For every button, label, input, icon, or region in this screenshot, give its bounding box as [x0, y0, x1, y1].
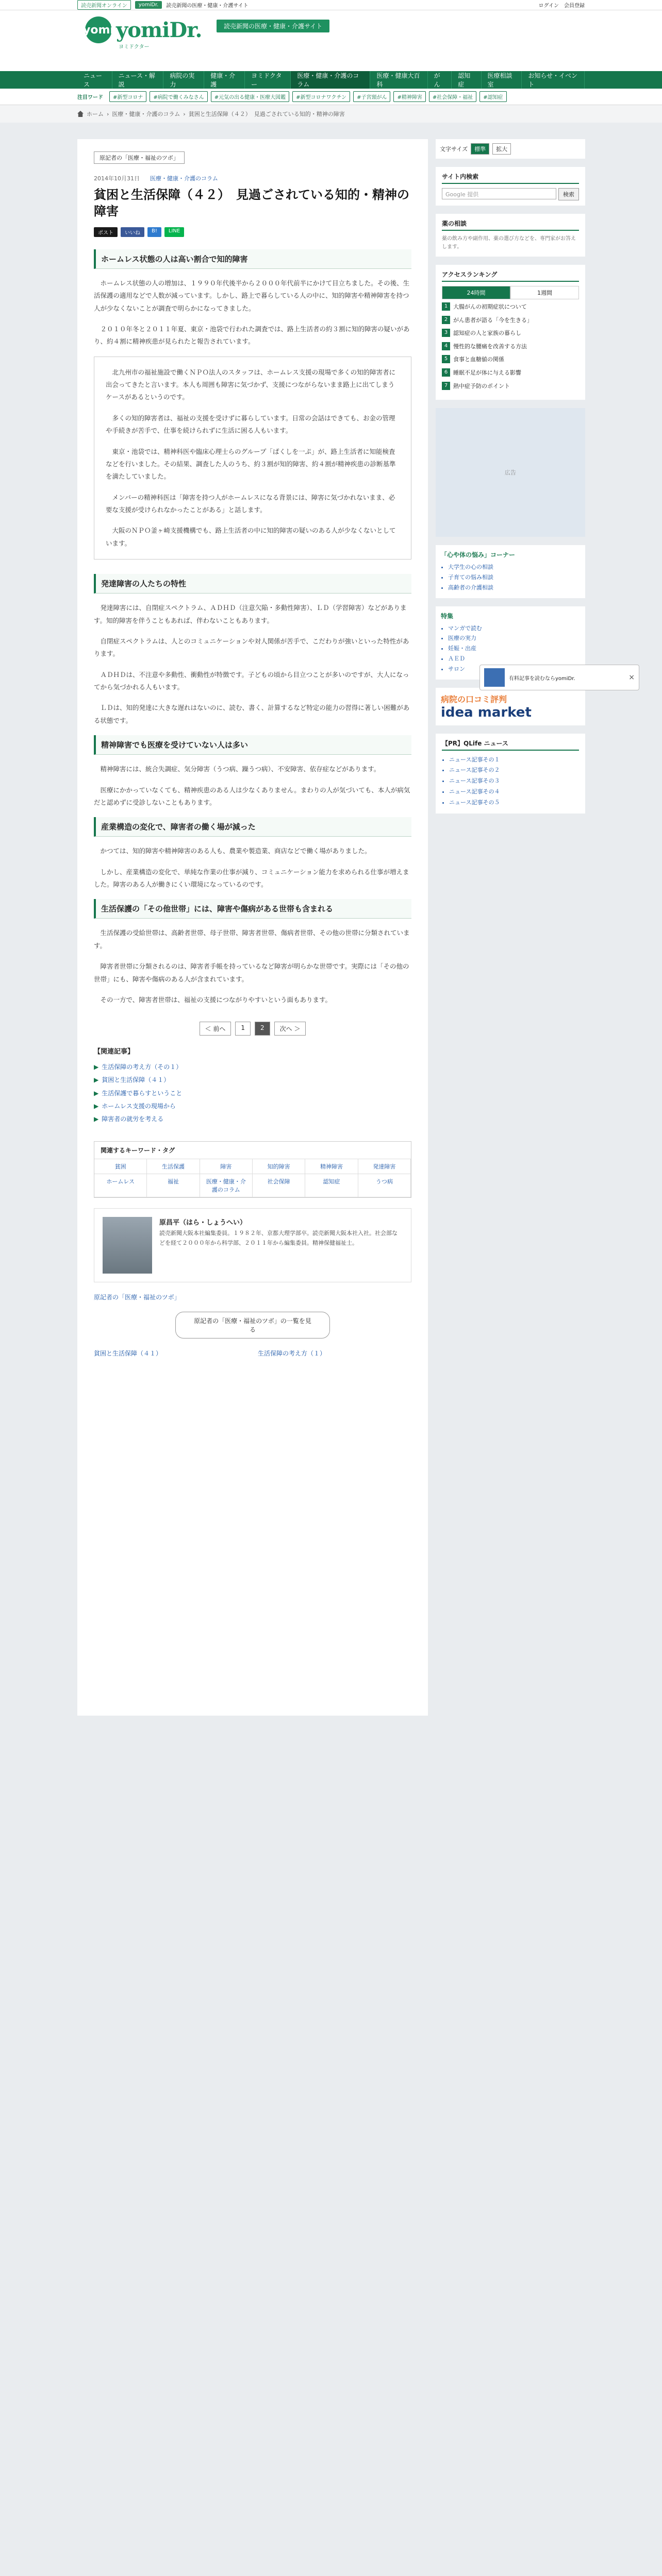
tokushu-item[interactable]: • 医療の実力 — [448, 633, 580, 643]
breadcrumb-item[interactable]: ホーム — [87, 111, 104, 117]
keyword-tag[interactable]: #病院で働くみなさん — [150, 91, 207, 102]
prev-next-links — [94, 1349, 411, 1358]
register-link[interactable]: 会員登録 — [564, 3, 585, 9]
keyword-box — [94, 1141, 411, 1198]
keyword-tag[interactable]: #社会保障・福祉 — [429, 91, 476, 102]
related-item[interactable]: ▶ 生活保障の考え方（その１） — [94, 1063, 183, 1071]
related-item[interactable]: ▶ 生活保護で暮らすということ — [94, 1089, 183, 1097]
tokushu-item[interactable]: • 妊娠・出産 — [448, 643, 580, 654]
site-header — [0, 10, 662, 71]
site-search — [436, 167, 585, 206]
tokushu-title: 特集 — [441, 612, 454, 620]
paragraph: 北九州市の福祉施設で働くＮＰＯ法人のスタッフは、ホームレス支援の現場で多くの知的障害者に出会ってきたと言います。本人も周囲も障害に気づかず、支援につながらないまま路上に出てしまうケースがあるというのです。 — [106, 368, 396, 401]
related-list — [94, 1061, 411, 1126]
ranking-box — [436, 265, 585, 400]
breadcrumb: ホーム › 医療・健康・介護のコラム › 貧困と生活保障（４２） 見過ごされている知的・精神の障害 — [0, 105, 662, 123]
ranking-title: アクセスランキング — [442, 270, 579, 282]
news-item[interactable]: • ニュース記事その４ — [449, 787, 579, 798]
next-article-link[interactable]: 生活保障の考え方（１） — [258, 1350, 326, 1358]
popup-text: 有料記事を読むならyomiDr. — [509, 675, 575, 682]
breadcrumb-item: 見過ごされている知的・精神の障害 — [254, 111, 345, 117]
text-size-label: 文字サイズ — [440, 146, 468, 152]
news-box — [436, 734, 585, 814]
tokushu-item[interactable]: • ＡＥＤ — [448, 654, 580, 664]
prev-article-link[interactable]: 貧困と生活保障（４１） — [94, 1350, 162, 1358]
nav-item[interactable]: 健康・介護 — [204, 71, 245, 89]
keyword-tag[interactable]: #精神障害 — [393, 91, 425, 102]
related-item[interactable]: ▶ 障害者の就労を考える — [94, 1115, 164, 1123]
breadcrumb-item: 貧困と生活保障（４２） — [188, 111, 251, 117]
pagination — [94, 1022, 411, 1036]
article-title: 貧困と生活保障（４２） 見過ごされている知的・精神の障害 — [94, 188, 409, 219]
paragraph: 障害者世帯に分類されるのは、障害者手帳を持っているなど障害が明らかな世帯です。実際には「その他の世帯」にも、障害や傷病のある人が含まれています。 — [94, 962, 409, 983]
ranking-item[interactable]: 6 睡眠不足が体に与える影響 — [442, 368, 579, 378]
keyword-link[interactable]: ホームレス — [94, 1174, 147, 1197]
share-line-button[interactable]: LINE — [164, 227, 184, 237]
kokoro-item[interactable]: • 大学生の心の相談 — [448, 562, 580, 572]
news-item[interactable]: • ニュース記事その３ — [449, 776, 579, 787]
nav-item[interactable]: お知らせ・イベント — [522, 71, 585, 89]
site-logo[interactable] — [85, 16, 202, 43]
text-size-large-button[interactable]: 拡大 — [492, 143, 511, 155]
paragraph: 東京・池袋では、精神科医や臨床心理士らのグループ「ぱくしを一ぷ」が、路上生活者に知能検査などを行いました。その結果、調査した人のうち、約３割が知的障害、約４割が精神疾患の診断基準を満たしていました。 — [106, 447, 396, 481]
ranking-item[interactable]: 2 がん患者が語る「今を生きる」 — [442, 316, 579, 325]
login-link[interactable]: ログイン — [538, 3, 559, 9]
breadcrumb-item[interactable]: 医療・健康・介護のコラム — [112, 111, 180, 117]
global-nav — [0, 71, 662, 89]
close-icon[interactable]: × — [628, 673, 635, 682]
site-search-title: サイト内検索 — [442, 172, 579, 184]
paragraph: ＬＤは、知的発達に大きな遅れはないのに、読む、書く、計算するなど特定の能力の習得に著しい困難がある状態です。 — [94, 704, 410, 724]
share-x-button[interactable]: ポスト — [94, 227, 118, 237]
paragraph: 生活保護の受給世帯は、高齢者世帯、母子世帯、障害者世帯、傷病者世帯、その他の世帯に分類されています。 — [94, 929, 410, 950]
paragraph: 発達障害には、自閉症スペクトラム、ＡＤＨＤ（注意欠陥・多動性障害）、ＬＤ（学習障害）などがあります。知的障害を伴うこともあれば、伴わないこともあります。 — [94, 604, 407, 624]
paragraph: しかし、産業構造の変化で、単純な作業の仕事が減り、コミュニケーション能力を求められる仕事が増えました。障害のある人が働きにくい環境になっているのです。 — [94, 868, 409, 889]
nav-item[interactable]: ヨミドクター — [245, 71, 291, 89]
nav-item[interactable]: ニュース — [77, 71, 112, 89]
paragraph: かつては、知的障害や精神障害のある人も、農業や製造業、商店などで働く場がありました。 — [100, 847, 371, 855]
ranking-item[interactable]: 5 食事と血糖値の関係 — [442, 355, 579, 364]
top-desc: 読売新聞の医療・健康・介護サイト — [166, 3, 249, 9]
publish-date: 2014年10月31日 — [94, 175, 140, 182]
qa-note: 薬の飲み方や副作用、薬の選び方などを、専門家がお答えします。 — [442, 236, 576, 250]
keyword-link[interactable]: 認知症 — [305, 1174, 358, 1197]
idea-title: idea market — [441, 704, 532, 720]
keyword-tag[interactable]: #新型コロナワクチン — [292, 91, 350, 102]
logo-text: yomiDr. — [116, 18, 202, 42]
series-list-button[interactable]: 原記者の「医療・福祉のツボ」の一覧を見る — [175, 1312, 330, 1338]
prev-page-button[interactable]: ＜ 前へ — [200, 1022, 231, 1036]
ranking-item[interactable]: 1 大腸がんの初期症状について — [442, 302, 579, 312]
keyword-tag[interactable]: #子宮頸がん — [353, 91, 390, 102]
ranking-item[interactable]: 3 認知症の人と家族の暮らし — [442, 329, 579, 338]
nav-item[interactable]: 医療相談室 — [482, 71, 522, 89]
share-hatena-button[interactable]: B! — [147, 227, 161, 237]
quote-box — [94, 357, 411, 560]
paragraph: 医療にかかっていなくても、精神疾患のある人は少なくありません。まわりの人が気づいても、本人が病気だと認めずに受診しないこともあります。 — [94, 786, 410, 806]
paragraph: その一方で、障害者世帯は、福祉の支援につながりやすいという面もあります。 — [100, 995, 332, 1004]
text-size-normal-button[interactable]: 標準 — [471, 143, 489, 155]
nav-item[interactable]: 認知症 — [452, 71, 481, 89]
series-label[interactable]: 原記者の「医療・福祉のツボ」 — [94, 151, 185, 164]
kokoro-item[interactable]: • 子育ての悩み相談 — [448, 572, 580, 583]
keyword-link[interactable]: 障害 — [200, 1159, 253, 1174]
text-size-control — [436, 139, 585, 159]
nav-item-active[interactable]: 医療・健康・介護のコラム — [291, 71, 370, 89]
nav-item[interactable]: 病院の実力 — [163, 71, 204, 89]
qa-box — [436, 214, 585, 257]
news-title: 【PR】QLife ニュース — [442, 739, 579, 751]
tab-1week[interactable]: 1週間 — [510, 286, 579, 299]
nav-item[interactable]: がん — [428, 71, 452, 89]
ad-banner[interactable]: 広告 — [436, 408, 585, 537]
share-facebook-button[interactable]: いいね — [121, 227, 144, 237]
promo-popup[interactable] — [479, 665, 639, 690]
keyword-link[interactable]: 貧困 — [94, 1159, 147, 1174]
home-icon[interactable] — [77, 111, 84, 117]
keyword-link[interactable]: 医療・健康・介護のコラム — [200, 1174, 253, 1197]
keyword-tag[interactable]: #元気の出る健康・医療大図鑑 — [211, 91, 289, 102]
author-name: 原昌平（はら・しょうへい） — [159, 1219, 247, 1227]
section-heading: 生活保護の「その他世帯」には、障害や傷病がある世帯も含まれる — [94, 899, 411, 919]
qa-title: 薬の相談 — [442, 219, 579, 231]
section-heading: 発達障害の人たちの特性 — [94, 574, 411, 594]
article-main — [77, 139, 428, 1716]
top-link-yomidr[interactable]: yomiDr. — [135, 1, 162, 9]
section-heading: 産業構造の変化で、障害者の働く場が減った — [94, 817, 411, 837]
next-page-button[interactable]: 次へ ＞ — [274, 1022, 306, 1036]
related-title: 【関連記事】 — [94, 1048, 135, 1056]
related-item[interactable]: ▶ ホームレス支援の現場から — [94, 1102, 176, 1110]
top-link-yomiuri[interactable]: 読売新聞オンライン — [77, 0, 131, 10]
keyword-link[interactable]: 発達障害 — [358, 1159, 411, 1174]
keyword-link[interactable]: 福祉 — [147, 1174, 200, 1197]
paragraph: ＡＤＨＤは、不注意や多動性、衝動性が特徴です。子どもの頃から目立つことが多いのですが、大人になってから気づかれる人もいます。 — [94, 670, 409, 691]
keyword-tag[interactable]: #新型コロナ — [109, 91, 146, 102]
paragraph: 自閉症スペクトラムは、人とのコミュニケーションや対人関係が苦手で、こだわりが強いといった特性があります。 — [94, 637, 409, 658]
author-bio: 読売新聞大阪本社編集委員。１９８２年、京都大理学部卒。読売新聞大阪本社入社。社会部などを経て２０００年から科学部、２０１１年から編集委員。精神保健福祉士。 — [159, 1230, 398, 1246]
news-item[interactable]: • ニュース記事その１ — [449, 755, 579, 766]
nav-item[interactable]: 医療・健康大百科 — [370, 71, 427, 89]
idea-sub: 病院の口コミ評判 — [441, 694, 507, 704]
page-2-button[interactable]: 2 — [255, 1022, 270, 1036]
paragraph: 精神障害には、統合失調症、気分障害（うつ病、躁うつ病）、不安障害、依存症などがあります。 — [100, 765, 380, 773]
section-heading: ホームレス状態の人は高い割合で知的障害 — [94, 249, 411, 269]
tokushu-item[interactable]: • サロン — [448, 664, 580, 674]
paragraph: 多くの知的障害者は、福祉の支援を受けずに暮らしています。日常の会話はできても、お金の管理や手続きが苦手で、仕事を続けられずに生活に困る人もいます。 — [106, 414, 395, 435]
ranking-item[interactable]: 4 慢性的な腰痛を改善する方法 — [442, 342, 579, 351]
popup-image — [484, 668, 505, 687]
tokushu-item[interactable]: • マンガで読む — [448, 623, 580, 634]
page-1-button[interactable]: 1 — [235, 1022, 251, 1036]
sidebar — [436, 139, 585, 822]
kokoro-title: 「心や体の悩み」コーナー — [441, 551, 516, 559]
nav-item[interactable]: ニュース・解説 — [112, 71, 164, 89]
idea-market-banner[interactable] — [436, 688, 585, 725]
keyword-nav-label: 注目ワード — [77, 95, 103, 100]
header-tagline: 読売新聞の医療・健康・介護サイト — [217, 20, 329, 32]
keyword-link[interactable]: 社会保障 — [253, 1174, 305, 1197]
search-input[interactable]: Google 提供 — [442, 188, 556, 199]
related-item[interactable]: ▶ 貧困と生活保障（４１） — [94, 1076, 170, 1084]
author-photo — [103, 1217, 152, 1274]
kokoro-item[interactable]: • 高齢者の介護相談 — [448, 583, 580, 593]
paragraph: 大阪のＮＰＯ釜ヶ崎支援機構でも、路上生活者の中に知的障害の疑いのある人が少なくないとしています。 — [106, 527, 396, 547]
keyword-link[interactable]: 精神障害 — [305, 1159, 358, 1174]
news-item[interactable]: • ニュース記事その２ — [449, 765, 579, 776]
logo-mark: yomi — [85, 16, 112, 43]
search-button[interactable]: 検索 — [558, 188, 579, 200]
keyword-link[interactable]: うつ病 — [358, 1174, 411, 1197]
share-buttons — [94, 227, 411, 237]
series-link[interactable]: 原記者の「医療・福祉のツボ」 — [94, 1294, 180, 1301]
paragraph: ２０１０年冬と２０１１年夏、東京・池袋で行われた調査では、路上生活者の約３割に知的障害の疑いがあり、約４割に精神疾患が見られたと報告されています。 — [94, 325, 410, 346]
author-box — [94, 1208, 411, 1282]
article-category[interactable]: 医療・健康・介護のコラム — [150, 175, 218, 182]
kokoro-box — [436, 545, 585, 598]
keyword-nav — [0, 89, 662, 105]
paragraph: ホームレス状態の人の増加は、１９９０年代後半から２０００年代前半にかけて目立ちました。その後、生活保護の適用などで人数が減っています。しかし、路上で暮らしている人の中に、知的障害や精神障害を持つ人が少なくないことが調査で明らかになってきました。 — [94, 279, 410, 312]
top-bar — [0, 0, 662, 10]
keyword-box-title: 関連するキーワード・タグ — [94, 1142, 411, 1159]
news-item[interactable]: • ニュース記事その５ — [449, 798, 579, 808]
logo-sub: ヨミドクター — [119, 44, 150, 50]
tab-24h[interactable]: 24時間 — [442, 286, 510, 299]
keyword-link[interactable]: 生活保護 — [147, 1159, 200, 1174]
keyword-link[interactable]: 知的障害 — [253, 1159, 305, 1174]
section-heading: 精神障害でも医療を受けていない人は多い — [94, 735, 411, 755]
keyword-tag[interactable]: #認知症 — [479, 91, 506, 102]
paragraph: メンバーの精神科医は「障害を持つ人がホームレスになる背景には、障害に気づかれないまま、必要な支援が受けられなかったことがある」と話します。 — [106, 493, 395, 514]
ranking-item[interactable]: 7 熱中症予防のポイント — [442, 382, 579, 391]
